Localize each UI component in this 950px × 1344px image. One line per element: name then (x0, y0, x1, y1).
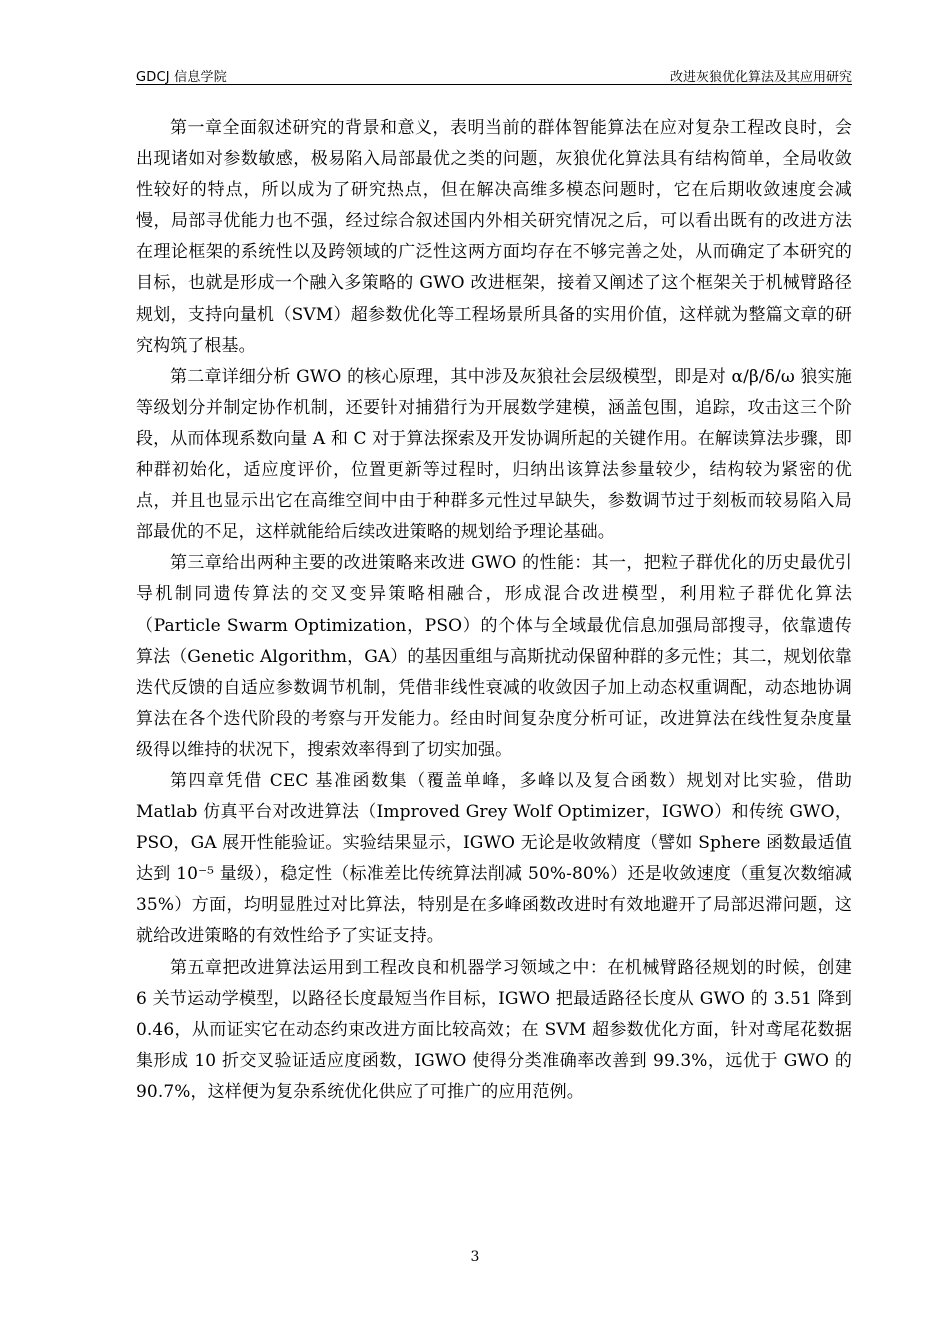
body-text (136, 113, 852, 1108)
header-institution: GDCJ 信息学院 (136, 70, 227, 85)
page-header (136, 62, 852, 85)
paragraph-chapter-1: 第一章全面叙述研究的背景和意义，表明当前的群体智能算法在应对复杂工程改良时，会出现诸如对参数敏感，极易陷入局部最优之类的问题，灰狼优化算法具有结构简单，全局收敛性较好的特点，所以成为了研究热点，但在解决高维多模态问题时，它在后期收敛速度会减慢，局部寻优能力也不强，经过综合叙述国内外相关研究情况之后，可以看出既有的改进方法在理论框架的系统性以及跨领域的广泛性这两方面均存在不够完善之处，从而确定了本研究的目标，也就是形成一个融入多策略的 GWO 改进框架，接着又阐述了这个框架关于机械臂路径规划，支持向量机（SVM）超参数优化等工程场景所具备的实用价值，这样就为整篇文章的研究构筑了根基。 (136, 118, 852, 356)
paragraph-chapter-2: 第二章详细分析 GWO 的核心原理，其中涉及灰狼社会层级模型，即是对 α/β/δ/ω 狼实施等级划分并制定协作机制，还要针对捕猎行为开展数学建模，涵盖包围，追踪，攻击这三个阶段，从而体现系数向量 A 和 C 对于算法探索及开发协调所起的关键作用。在解读算法步骤，即种群初始化，适应度评价，位置更新等过程时，归纳出该算法参量较少，结构较为紧密的优点，并且也显示出它在高维空间中由于种群多元性过早缺失，参数调节过于刻板而较易陷入局部最优的不足，这样就能给后续改进策略的规划给予理论基础。 (136, 366, 852, 543)
paragraph-chapter-5: 第五章把改进算法运用到工程改良和机器学习领域之中：在机械臂路径规划的时候，创建 6 关节运动学模型，以路径长度最短当作目标，IGWO 把最适路径长度从 GWO 的 3.51 降到 0.46，从而证实它在动态约束改进方面比较高效；在 SVM 超参数优化方面，针对鸢尾花数据集形成 10 折交叉验证适应度函数，IGWO 使得分类准确率改善到 99.3%，远优于 GWO 的 90.7%，这样便为复杂系统优化供应了可推广的应用范例。 (136, 957, 852, 1102)
paragraph-chapter-3: 第三章给出两种主要的改进策略来改进 GWO 的性能：其一，把粒子群优化的历史最优引导机制同遗传算法的交叉变异策略相融合，形成混合改进模型，利用粒子群优化算法（Particle Swarm Optimization，PSO）的个体与全域最优信息加强局部搜寻，依靠遗传算法（Genetic Algorithm，GA）的基因重组与高斯扰动保留种群的多元性；其二，规划依靠迭代反馈的自适应参数调节机制，凭借非线性衰减的收敛因子加上动态权重调配，动态地协调算法在各个迭代阶段的考察与开发能力。经由时间复杂度分析可证，改进算法在线性复杂度量级得以维持的状况下，搜索效率得到了切实加强。 (136, 553, 852, 760)
paragraph-chapter-4: 第四章凭借 CEC 基准函数集（覆盖单峰，多峰以及复合函数）规划对比实验，借助 Matlab 仿真平台对改进算法（Improved Grey Wolf Optimizer，IGWO）和传统 GWO，PSO，GA 展开性能验证。实验结果显示，IGWO 无论是收敛精度（譬如 Sphere 函数最适值达到 10⁻⁵ 量级），稳定性（标准差比传统算法削减 50%-80%）还是收敛速度（重复次数缩减 35%）方面，均明显胜过对比算法，特别是在多峰函数改进时有效地避开了局部迟滞问题，这就给改进策略的有效性给予了实证支持。 (136, 770, 852, 947)
header-thesis-title: 改进灰狼优化算法及其应用研究 (669, 70, 852, 85)
page-number: 3 (470, 1249, 480, 1265)
